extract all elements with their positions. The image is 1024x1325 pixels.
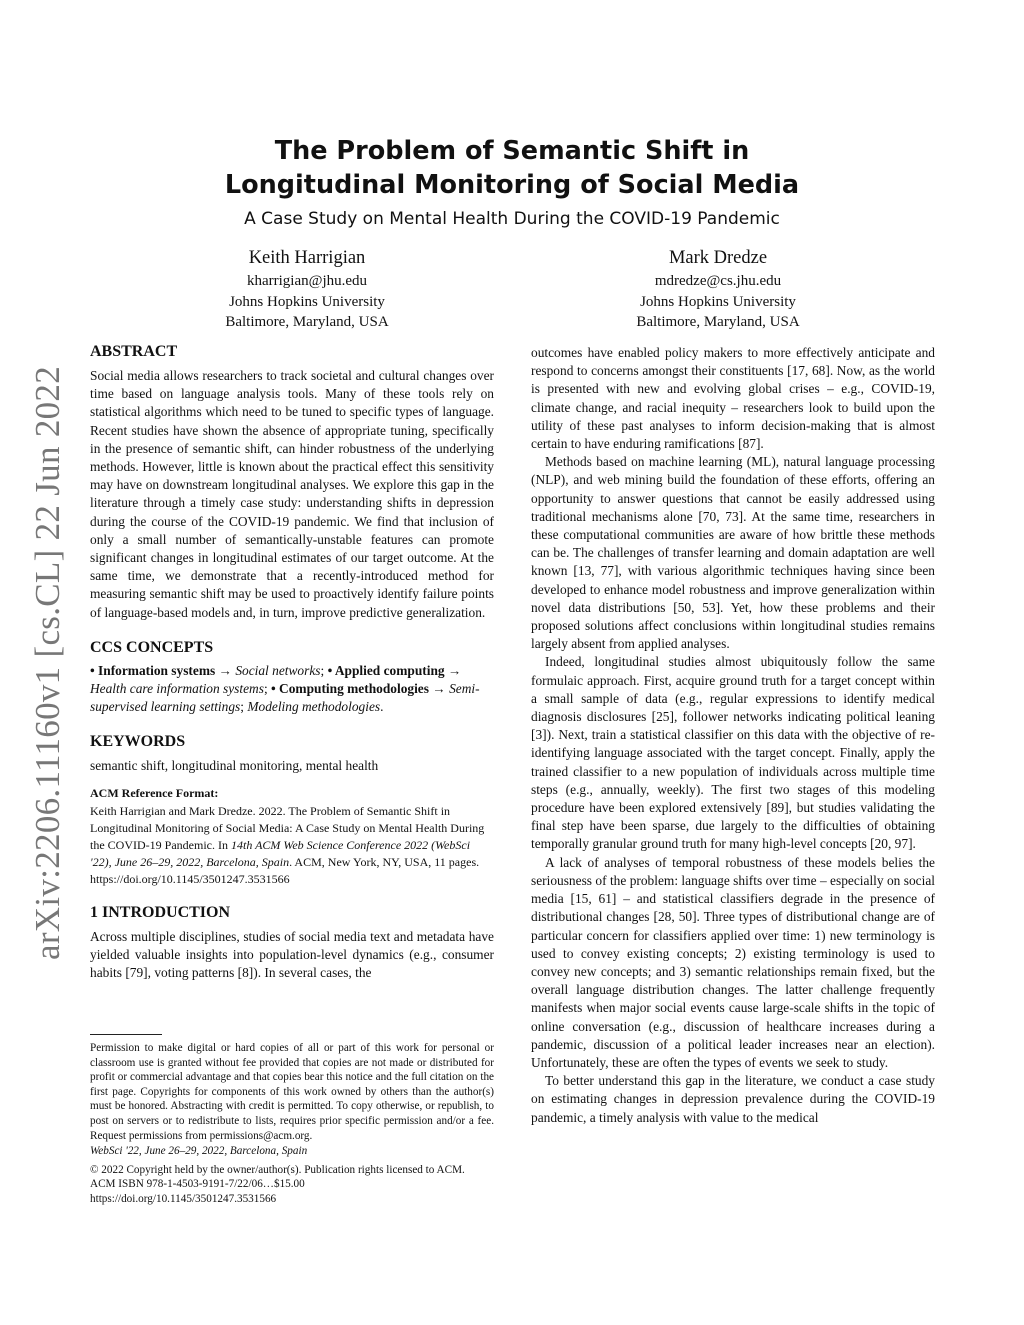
author-block-2 <box>538 246 898 333</box>
author-location: Baltimore, Maryland, USA <box>225 314 389 330</box>
paper-title <box>90 134 934 202</box>
ccs-concept-3: • Computing methodologies <box>271 681 429 697</box>
keywords-text: semantic shift, longitudinal monitoring, mental health <box>90 758 379 774</box>
abstract-text: Social media allows researchers to track societal and cultural changes over time based on language analysis tools. Many of these tools rely on statistical algorithms which need to be tuned to specific types of language. Recent studies have shown the absence of appropriate tuning, specifically in the presence of semantic shift, can hinder robustness of the underlying methods. However, little is known about the practical effect this sensitivity may have on downstream longitudinal analyses. We explore this gap in the literature through a timely case study: understanding shifts in depression during the course of the COVID-19 pandemic. We find that inclusion of only a small number of semantically-unstable features can promote significant changes in longitudinal estimates of our target outcome. At the same time, we demonstrate that a recently-introduced method for measuring semantic shift may be used to proactively identify failure points of language-based models and, in turn, improve predictive generalization. <box>90 368 494 620</box>
right-column <box>531 344 935 1127</box>
arrow-icon: → <box>447 662 462 678</box>
left-column <box>90 342 494 982</box>
ccs-sub-1: Social networks <box>235 662 321 678</box>
author-affiliation: Johns Hopkins University <box>229 293 385 310</box>
copyright-text: © 2022 Copyright held by the owner/author(s). Publication rights licensed to ACM. <box>90 1163 465 1176</box>
footnote-rule <box>90 1034 162 1035</box>
permission-text: Permission to make digital or hard copies of all or part of this work for personal or classroom use is granted without fee provided that copies are not made or distributed for profit or commercial advantage and that copies bear this notice and the full citation on the first page. Copyrights for components of this work owned by others than the author(s) must be honored. Abstracting with credit is permitted. To copy otherwise, or republish, to post on servers or to redistribute to lists, requires prior specific permission and/or a fee. Request permissions from permissions@acm.org. <box>90 1042 494 1142</box>
title-line-2: Longitudinal Monitoring of Social Media <box>224 170 800 200</box>
ccs-text: • Information systems → Social networks; • Applied computing → Health care information systems; • Computing methodologies → Semi-supervised learning settings; Modeling methodologies. <box>90 662 480 715</box>
reference-text: Keith Harrigian and Mark Dredze. 2022. The Problem of Semantic Shift in Longitudinal Monitoring of Social Media: A Case Study on Mental Health During the COVID-19 Pandemic. In 14th ACM Web Science Conference 2022 (WebSci '22), June 26–29, 2022, Barcelona, Spain. ACM, New York, NY, USA, 11 pages. https://doi.org/10.1145/3501247.3531566 <box>90 803 485 887</box>
reference-heading: ACM Reference Format: <box>90 785 219 800</box>
venue-text: WebSci '22, June 26–29, 2022, Barcelona, Spain <box>90 1145 308 1158</box>
introduction-heading: 1 INTRODUCTION <box>90 903 231 921</box>
intro-paragraph-1: Across multiple disciplines, studies of social media text and metadata have yielded valuable insights into population-level dynamics (e.g., consumer habits [79], voting patterns [8]). In several cases, the <box>90 928 494 981</box>
abstract-heading: ABSTRACT <box>90 343 178 360</box>
intro-paragraph-2: Methods based on machine learning (ML), natural language processing (NLP), and web mining build the foundation of these efforts, offering an opportunity to answer questions that cannot be easily addressed using traditional mechanisms alone [70, 73]. At the same time, researchers in these computational communities are aware of how brittle these methods can be. The challenges of transfer learning and domain adaptation are well known [13, 77], with various algorithmic techniques having since been developed to enhance model robustness and improve generalization within novel data distributions [50, 53]. Yet, how these problems and their proposed solutions affect conclusions within longitudinal studies remains largely absent from applied analyses. <box>531 454 935 652</box>
author-affiliation: Johns Hopkins University <box>640 293 796 310</box>
doi-link[interactable]: https://doi.org/10.1145/3501247.3531566 <box>90 1192 277 1205</box>
author-location: Baltimore, Maryland, USA <box>636 314 800 330</box>
ccs-sub-4: Modeling methodologies <box>247 699 381 715</box>
intro-paragraph-3: Indeed, longitudinal studies almost ubiquitously follow the same formulaic approach. First, acquire ground truth for a target concept within a small sample of data (e.g., regular expressions to identify medical diagnosis disclosures [25], follower networks indicating political leaning [3]). Next, train a statistical classifier on this data with the objective of re-identifying language associated with the target concept. Finally, apply the trained classifier to a new population of individuals across multiple time steps (e.g., annually, weekly). The first two stages of this modeling procedure have been explored extensively [89], but studies validating the final step have been sparse, due largely to the difficulties of obtaining temporally granular ground truth for many high-level concepts [20, 97]. <box>531 654 935 852</box>
author-email[interactable]: mdredze@cs.jhu.edu <box>654 273 782 289</box>
ccs-sub-3: Semi-supervised learning settings <box>90 681 480 715</box>
paper-subtitle: A Case Study on Mental Health During the COVID-19 Pandemic <box>244 209 780 229</box>
intro-paragraph-1-continued: outcomes have enabled policy makers to more effectively anticipate and respond to concerns amongst their constituents [17, 68]. Now, as the world is presented with new and evolving global crises – e.g., COVID-19, climate change, and racial inequity – researchers look to build upon the utility of these past analyses to inform decision-making that is almost certain to have enduring ramifications [87]. <box>531 345 935 452</box>
reference-venue: 14th ACM Web Science Conference 2022 (WebSci '22), June 26–29, 2022, Barcelona, Spain <box>90 838 471 870</box>
ccs-concept-2: • Applied computing <box>327 662 445 678</box>
isbn-text: ACM ISBN 978-1-4503-9191-7/22/06…$15.00 <box>90 1178 305 1191</box>
arxiv-identifier: arXiv:2206.11160v1 [cs.CL] 22 Jun 2022 <box>28 365 67 960</box>
intro-paragraph-4: A lack of analyses of temporal robustness of these models belies the seriousness of the problem: language shifts over time – especially on social media [15, 61] – and statistical classifiers degrade in the presence of distributional changes [28, 50]. Three types of distributional change are of particular concern for classifiers applied over time: 1) new terminology is used to convey existing concepts; 2) existing terminology is used to convey new concepts; and 3) semantic relationships remain fixed, but the overall language distribution changes. The latter challenge frequently manifests when major social events cause large-scale shifts in the topic of online conversation (e.g., discussion of healthcare increases during a pandemic, discussion of a political leader increases near an election). Unfortunately, these are often the types of events we seek to study. <box>531 854 935 1070</box>
keywords-heading: KEYWORDS <box>90 733 186 751</box>
author-name: Keith Harrigian <box>248 248 366 268</box>
title-line-1: The Problem of Semantic Shift in <box>274 136 750 166</box>
permission-footnote <box>90 1034 494 1207</box>
author-name: Mark Dredze <box>668 248 768 268</box>
intro-paragraph-5: To better understand this gap in the literature, we conduct a case study on estimating changes in depression prevalence during the COVID-19 pandemic, a timely analysis with value to the medical <box>531 1073 935 1125</box>
ccs-concept-1: • Information systems <box>90 662 216 678</box>
arrow-icon: → <box>432 681 446 697</box>
ccs-sub-2: Health care information systems <box>90 681 264 697</box>
ccs-heading: CCS CONCEPTS <box>90 638 214 656</box>
author-email[interactable]: kharrigian@jhu.edu <box>246 273 368 289</box>
arrow-icon: → <box>218 662 232 678</box>
author-block-1 <box>127 246 487 333</box>
